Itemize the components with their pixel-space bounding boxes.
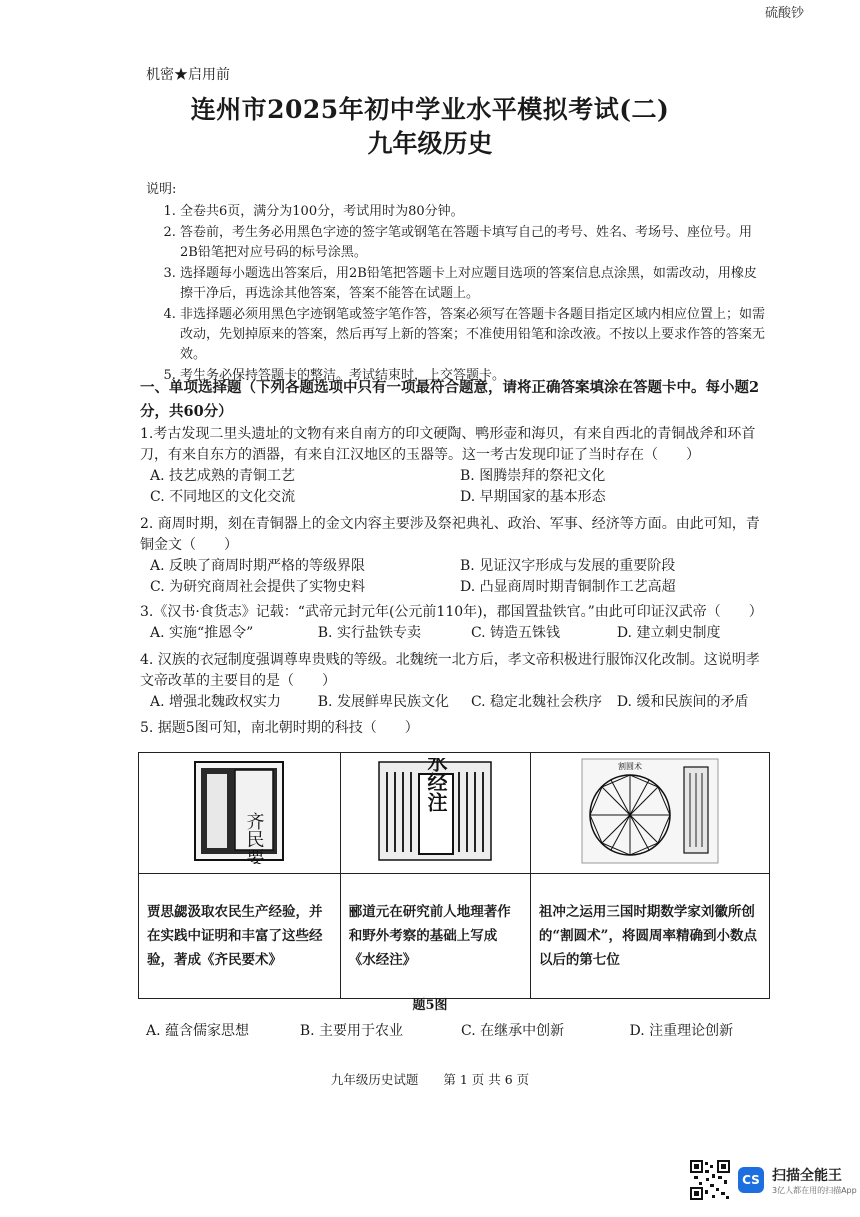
option-b: B. 实行盐铁专卖 (317, 625, 421, 641)
figure-5-table (138, 752, 770, 999)
figure-text-qimin-yaoshu: 贾思勰汲取农民生产经验，并在实践中证明和丰富了这些经验，著成《齐民要术》 (139, 874, 341, 999)
question-2 (140, 514, 770, 598)
figure-image-title: 齐民要术 (243, 812, 265, 864)
scanner-tagline: 3亿人都在用的扫描App (772, 1185, 857, 1195)
option-b: B. 图腾崇拜的祭祀文化 (460, 468, 606, 484)
option-a: A. 蕴含儒家思想 (146, 1023, 250, 1039)
question-1 (140, 424, 770, 508)
instruction-item: 3. 选择题每小题选出答案后，用2B铅笔把答题卡上对应题目选项的答案信息点涂黑，如需改动，用橡皮擦干净后，再选涂其他答案，答案不能答在试题上。 (180, 264, 766, 304)
scanner-logo: CS (738, 1167, 764, 1193)
figure-image-geyuan-shu (530, 753, 769, 874)
option-c: C. 在继承中创新 (461, 1023, 565, 1039)
instruction-item: 5. 考生务必保持答题卡的整洁。考试结束时，上交答题卡。 (180, 366, 766, 386)
option-b: B. 主要用于农业 (299, 1023, 404, 1039)
page-footer: 九年级历史试题 第 1 页 共 6 页 (330, 1072, 530, 1087)
question-5-options (146, 1020, 776, 1040)
question-stem: 1.考古发现二里头遗址的文物有来自南方的印文硬陶、鸭形壶和海贝，有来自西北的青铜战斧和环首刀，有来自东方的酒器，有来自江汉地区的玉器等。这一考古发现印证了当时存在（ ） (140, 426, 756, 463)
option-b: B. 见证汉字形成与发展的重要阶段 (460, 558, 676, 574)
instruction-item: 1. 全卷共6页，满分为100分，考试用时为80分钟。 (180, 202, 766, 222)
question-stem: 3.《汉书·食货志》记载：“武帝元封元年(公元前110年)，郡国置盐铁官。”由此可印证汉武帝（ ） (140, 604, 763, 620)
figure-image-title: 水经注 (424, 758, 449, 812)
diagram-header-text: 割圆术 (617, 762, 642, 771)
option-a: A. 技艺成熟的青铜工艺 (150, 468, 296, 484)
corner-text: 硫酸钞 (764, 6, 804, 21)
scanner-app-name: 扫描全能王 (772, 1167, 842, 1184)
option-a: A. 实施“推恩令” (150, 625, 254, 641)
instruction-item: 2. 答卷前，考生务必用黑色字迹的签字笔或钢笔在答题卡填写自己的考号、姓名、考场号、座位号。用2B铅笔把对应号码的标号涂黑。 (180, 223, 766, 263)
question-5 (140, 718, 770, 739)
option-d: D. 早期国家的基本形态 (460, 489, 606, 505)
instruction-item: 4. 非选择题必须用黑色字迹钢笔或签字笔作答，答案必须写在答题卡各题目指定区域内相应位置上；如需改动，先划掉原来的答案，然后再写上新的答案；不准使用铅笔和涂改液。不按以上要求作答的答案无效。 (180, 305, 766, 365)
qr-code-icon (690, 1160, 730, 1200)
option-a: A. 增强北魏政权实力 (150, 694, 282, 710)
question-stem: 5. 据题5图可知，南北朝时期的科技（ ） (140, 720, 419, 736)
option-d: D. 注重理论创新 (629, 1023, 734, 1039)
option-c: C. 稳定北魏社会秩序 (470, 694, 603, 710)
figure-image-shuijing-zhu (340, 753, 530, 874)
option-b: B. 发展鲜卑民族文化 (317, 694, 449, 710)
scanner-watermark (690, 1160, 857, 1200)
figure-text-shuijing-zhu: 郦道元在研究前人地理著作和野外考察的基础上写成《水经注》 (340, 874, 530, 999)
option-d: D. 凸显商周时期青铜制作工艺高超 (460, 579, 676, 595)
option-d: D. 缓和民族间的矛盾 (616, 694, 749, 710)
option-c: C. 为研究商周社会提供了实物史料 (150, 579, 366, 595)
book-cover-icon (189, 758, 289, 864)
question-stem: 2. 商周时期，刻在青铜器上的金文内容主要涉及祭祀典礼、政治、军事、经济等方面。由此可知，青铜金文（ ） (140, 516, 760, 553)
question-4 (140, 650, 770, 713)
scanner-text (772, 1165, 857, 1196)
instructions-label: 说明: (146, 182, 177, 197)
figure-image-qimin-yaoshu (139, 753, 341, 874)
option-c: C. 不同地区的文化交流 (150, 489, 296, 505)
exam-subtitle: 九年级历史 (367, 129, 493, 158)
book-page-icon (375, 758, 495, 864)
secret-label: 机密★启用前 (146, 67, 230, 83)
option-d: D. 建立刺史制度 (616, 625, 721, 641)
section-heading: 一、单项选择题（下列各题选项中只有一项最符合题意，请将正确答案填涂在答题卡中。每小题2分，共60分） (140, 379, 760, 420)
question-stem: 4. 汉族的衣冠制度强调尊卑贵贱的等级。北魏统一北方后，孝文帝积极进行服饰汉化改制。这说明孝文帝改革的主要目的是（ ） (140, 652, 760, 689)
figure-text-geyuan-shu: 祖冲之运用三国时期数学家刘徽所创的“割圆术”，将圆周率精确到小数点以后的第七位 (530, 874, 769, 999)
option-a: A. 反映了商周时期严格的等级界限 (150, 558, 366, 574)
question-3 (140, 602, 770, 644)
option-c: C. 铸造五铢钱 (470, 625, 561, 641)
circle-division-diagram-icon (580, 757, 720, 865)
figure-caption: 题5图 (412, 998, 448, 1013)
exam-title: 连州市2025年初中学业水平模拟考试(二) (190, 95, 670, 124)
instructions (146, 180, 766, 387)
